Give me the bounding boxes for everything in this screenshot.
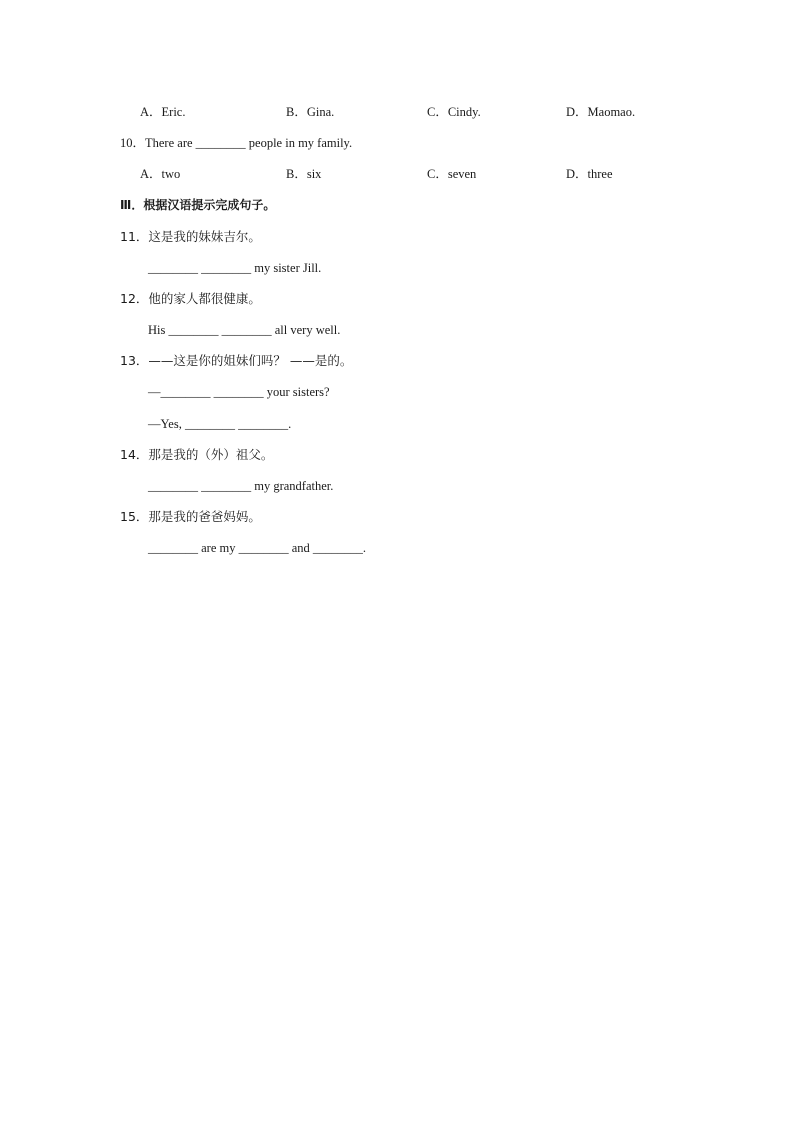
item-13-answer-1: —________ ________ your sisters?	[148, 385, 330, 399]
q10-option-a: A．two	[140, 167, 181, 181]
item-13-answer-2: —Yes, ________ ________.	[148, 417, 292, 431]
item-12-answer: His ________ ________ all very well.	[148, 323, 341, 337]
section-3-title: Ⅲ．根据汉语提示完成句子。	[120, 198, 276, 212]
q9-option-d: D．Maomao.	[566, 105, 636, 119]
q10-options	[140, 166, 700, 182]
item-11-prompt: 11．这是我的妹妹吉尔。	[120, 229, 261, 244]
item-12-prompt: 12．他的家人都很健康。	[120, 291, 261, 306]
q9-option-a: A．Eric.	[140, 105, 186, 119]
item-14-prompt: 14．那是我的（外）祖父。	[120, 447, 274, 462]
q10-option-d: D．three	[566, 167, 613, 181]
q10-option-b: B．six	[286, 167, 322, 181]
q9-option-c: C．Cindy.	[427, 105, 481, 119]
item-14-answer: ________ ________ my grandfather.	[148, 479, 334, 493]
q9-option-b: B．Gina.	[286, 105, 335, 119]
q9-options	[140, 104, 700, 120]
q10-question: 10．There are ________ people in my family.	[120, 136, 353, 150]
item-15-prompt: 15．那是我的爸爸妈妈。	[120, 509, 261, 524]
item-11-answer: ________ ________ my sister Jill.	[148, 261, 322, 275]
q10-option-c: C．seven	[427, 167, 477, 181]
item-15-answer: ________ are my ________ and ________.	[148, 541, 367, 555]
item-13-prompt: 13．——这是你的姐妹们吗？ ——是的。	[120, 353, 353, 368]
